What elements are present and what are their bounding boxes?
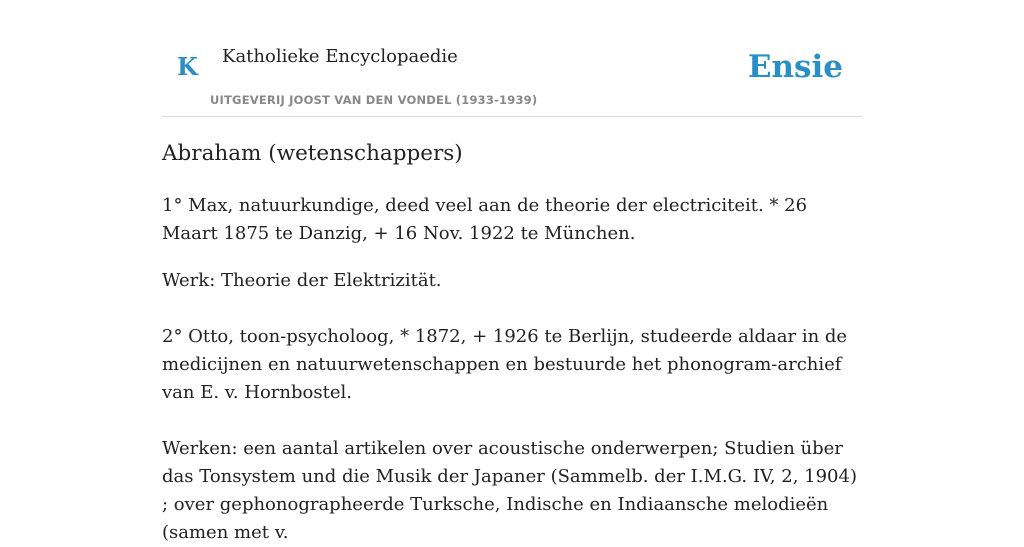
article-paragraph: 2° Otto, toon-psycholoog, * 1872, + 1926 te Berlijn, studeerde aldaar in de medicijnen en natuurwetenschappen en bestuurde het phonogram-archief van E. v. Hornbostel.: [162, 326, 848, 403]
article-paragraph: Werken: een aantal artikelen over acoustische onderwerpen; Studien über das Tonsystem und die Musik der Japaner (Sammelb. der I.M.G. IV, 2, 1904) ; over gephonographeerde Turksche, Indische en Indiaansche melodieën (samen met v.: [162, 438, 857, 543]
publication-title[interactable]: Katholieke Encyclopaedie: [222, 46, 458, 67]
article-title: Abraham (wetenschappers): [162, 141, 463, 166]
publisher-subtitle: UITGEVERIJ JOOST VAN DEN VONDEL (1933-1939): [210, 93, 538, 107]
article-paragraph: 1° Max, natuurkundige, deed veel aan de theorie der electriciteit. * 26 Maart 1875 te Danzig, + 16 Nov. 1922 te München.: [162, 195, 808, 244]
article-paragraph: Werk: Theorie der Elektrizität.: [162, 270, 442, 291]
article-body: [162, 192, 862, 547]
ensie-brand-link[interactable]: Ensie: [747, 49, 843, 85]
masthead: [162, 0, 862, 117]
publication-logo-icon[interactable]: K: [177, 52, 198, 81]
content-column: [162, 0, 862, 543]
